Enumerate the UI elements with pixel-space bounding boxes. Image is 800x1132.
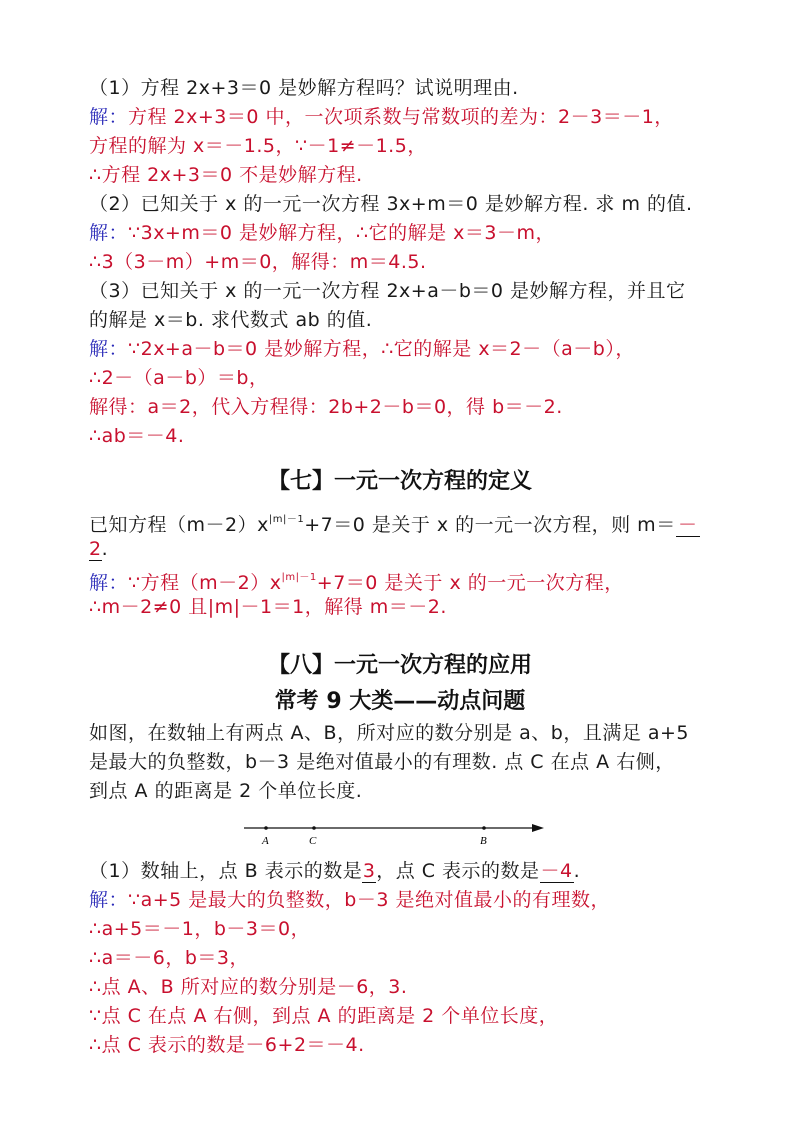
question-2: （2）已知关于 x 的一元一次方程 3x+m＝0 是妙解方程. 求 m 的值. — [89, 193, 693, 215]
section-eight-solution-4: ∴点 A、B 所对应的数分别是－6，3. — [89, 976, 408, 998]
point-c-label: C — [309, 835, 317, 847]
section-eight-q1: （1）数轴上，点 B 表示的数是3，点 C 表示的数是－4. — [89, 860, 581, 882]
answer-blank-c: －4 — [540, 860, 573, 882]
point-a-label: A — [262, 835, 269, 847]
solution-label: 解： — [89, 106, 129, 128]
section-eight-solution-6: ∴点 C 表示的数是－6+2＝－4. — [89, 1034, 365, 1056]
solution-1-line-2: 方程的解为 x＝－1.5，∵－1≠－1.5， — [89, 135, 427, 157]
solution-label: 解： — [89, 338, 129, 360]
section-eight-subheading: 常考 9 大类——动点问题 — [274, 689, 526, 714]
solution-3-line-3: 解得：a＝2，代入方程得：2b+2－b＝0，得 b＝－2. — [89, 396, 563, 418]
solution-label: 解： — [89, 572, 129, 594]
solution-label: 解： — [89, 889, 129, 911]
solution-3-line-4: ∴ab＝－4. — [89, 425, 185, 447]
answer-blank-cont: 2 — [89, 538, 102, 560]
section-eight-heading: 【八】一元一次方程的应用 — [267, 653, 532, 678]
section-seven-question: 已知方程$(m-2)x^{|m|-1}+7=0$ 是关于 x 的一元一次方程，则 m＝ － — [89, 504, 700, 541]
question-1: （1）方程 2x+3＝0 是妙解方程吗？试说明理由. — [89, 77, 519, 99]
question-3-line-2: 的解是 x＝b. 求代数式 ab 的值. — [89, 309, 373, 331]
problem-line-2: 是最大的负整数，b－3 是绝对值最小的有理数. 点 C 在点 A 右侧， — [89, 751, 675, 773]
answer-blank: － — [676, 514, 700, 537]
solution-2-line-2: ∴3（3－m）+m＝0，解得：m＝4.5. — [89, 251, 427, 273]
solution-3-line-2: ∴2－（a－b）＝b， — [89, 367, 269, 389]
question-3-line-1: （3）已知关于 x 的一元一次方程 2x+a－b＝0 是妙解方程，并且它 — [89, 280, 686, 302]
section-seven-solution-2: ∴m－2≠0 且|m|－1＝1，解得 m＝－2. — [89, 596, 447, 618]
problem-line-3: 到点 A 的距离是 2 个单位长度. — [89, 780, 363, 802]
problem-line-1: 如图，在数轴上有两点 A、B，所对应的数分别是 a、b，且满足 a+5 — [89, 722, 690, 744]
section-eight-solution-1: 解：∵a+5 是最大的负整数，b－3 是绝对值最小的有理数， — [89, 889, 610, 911]
answer-blank-b: 3 — [362, 860, 376, 882]
section-eight-solution-3: ∴a＝－6，b＝3， — [89, 947, 249, 969]
solution-1-line-3: ∴方程 2x+3＝0 不是妙解方程. — [89, 164, 363, 186]
solution-1-line-1: 解：方程 2x+3＝0 中，一次项系数与常数项的差为：2－3＝－1， — [89, 106, 674, 128]
section-eight-solution-5: ∵点 C 在点 A 右侧，到点 A 的距离是 2 个单位长度， — [89, 1005, 559, 1027]
point-b-label: B — [480, 835, 487, 847]
section-seven-heading: 【七】一元一次方程的定义 — [267, 469, 532, 494]
section-seven-question-cont: 2. — [89, 538, 109, 560]
number-line-diagram — [244, 818, 544, 848]
section-seven-solution-1: 解：∵方程$(m-2)x^{|m|-1}+7=0$ 是关于 x 的一元一次方程， — [89, 572, 624, 594]
section-eight-solution-2: ∴a+5＝－1，b－3＝0， — [89, 918, 311, 940]
solution-label: 解： — [89, 222, 129, 244]
solution-2-line-1: 解：∵3x+m＝0 是妙解方程，∴它的解是 x＝3－m， — [89, 222, 555, 244]
solution-3-line-1: 解：∵2x+a－b＝0 是妙解方程，∴它的解是 x＝2－（a－b）， — [89, 338, 635, 360]
